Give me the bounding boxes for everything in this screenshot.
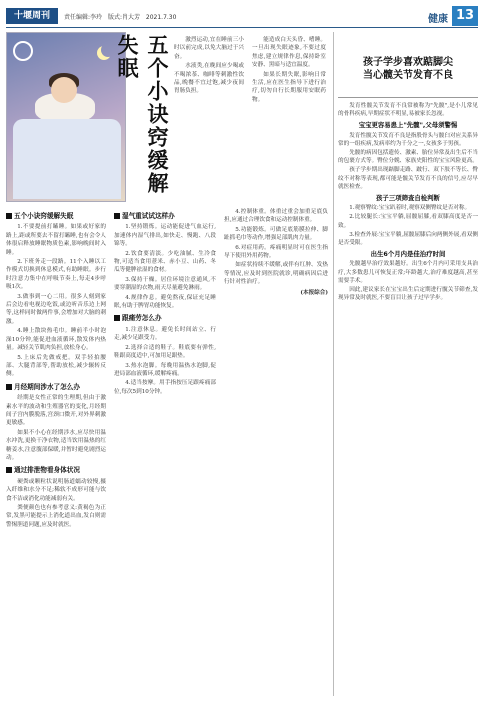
- paragraph: 如果长期失眠,影响日常生活,应在医生指导下进行治疗,切勿自行长期服用安眠药物。: [252, 71, 326, 103]
- paragraph: 3.检查外展:宝宝平躺,屈髋屈膝后向两侧外展,看双侧是否受限。: [338, 231, 478, 247]
- subheading-text: 通过排泄物看身体状况: [14, 466, 80, 475]
- paragraph: 2.比较腿长:宝宝平躺,屈髋屈膝,看双膝高度是否一致。: [338, 214, 478, 229]
- paragraph: 2.下班务走一段路。11个入睡以工作模式切换到休息模式,有助睡眠。步行时注意力集中在呼吸节奏上,每走4步呼吸1次。: [6, 259, 106, 291]
- square-bullet-icon: [6, 213, 12, 219]
- paragraph: 5.功能锻炼。可做足底筋膜拉伸、脚趾抓毛巾等动作,增强足部肌肉力量。: [224, 226, 328, 242]
- paragraph: 4.规律作息。避免熬夜,保证充足睡眠,有助于脾胃功能恢复。: [114, 294, 216, 310]
- paragraph: 孩子学步期出现踮脚走路、跛行、双下肢不等长、臀纹不对称等表现,都可能是髋关节发育不良的信号,应尽早就医检查。: [338, 167, 478, 190]
- subheading-text: 月经期间涉水了怎么办: [14, 382, 80, 391]
- clock-icon: [13, 41, 33, 61]
- subheading: 出生6个月内是佳治疗时间: [370, 250, 446, 259]
- subheading-text: 五个小诀窍缓解失眠: [14, 212, 74, 220]
- subheading: [6, 383, 106, 391]
- designer-credit: 版式:肖大芳: [107, 14, 140, 21]
- publication-brand: 十堰周刊: [6, 8, 58, 24]
- paragraph: 4.适当按摩。用手指按压足跟疼痛部位,每次5到10分钟。: [114, 380, 216, 395]
- issue-date: 2021.7.30: [145, 14, 177, 21]
- paragraph: 4.控制体重。体重过重会加重足底负担,应通过合理饮食和运动控制体重。: [224, 209, 328, 224]
- square-bullet-icon: [6, 467, 12, 473]
- subheading: 孩子三项筛查自检判断: [376, 194, 440, 203]
- square-bullet-icon: [114, 315, 120, 321]
- paragraph: 先髋越早治疗效果越好。出生6个月内可采用支具治疗,大多数患儿可恢复正常;年龄越大,治疗难度越高,甚至需要手术。: [338, 261, 478, 284]
- left-article: [6, 32, 328, 696]
- square-bullet-icon: [6, 384, 12, 390]
- article-column: [6, 208, 106, 696]
- subheading-text: 湿气重试试这样办: [122, 212, 175, 220]
- right-article: [338, 56, 478, 696]
- column-divider: [333, 32, 334, 696]
- subheading: [114, 314, 216, 322]
- paragraph: 如症状持续不缓解,或伴有红肿、发热等情况,应及时到医院就诊,明确病因后进行针对性治疗。: [224, 262, 328, 286]
- article-source: (本报综合): [300, 289, 328, 296]
- editor-credits: [64, 12, 180, 21]
- headline-line-2: 当心髋关节发育不良: [363, 70, 453, 81]
- paragraph: 1.观察臀纹:宝宝趴着时,观察双侧臀纹是否对称。: [349, 205, 471, 212]
- paragraph: 经期是女性正常的生理期,但由于激素水平的波动和生殖器官的变化,月经期间子宫内膜脱落,宫颈口微开,对外界刺激更敏感。: [6, 395, 106, 427]
- paragraph: 因此,建议家长在宝宝出生后定期进行髋关节筛查,发现异常及时就医,不要盲目让孩子过早学步。: [338, 287, 478, 302]
- headline-line-1: 孩子学步喜欢踮脚尖: [363, 57, 453, 68]
- paragraph: 1.不要提前打瞌睡。如果或好家的路上,距或所要去不留打瞌睡,也有会令人体很启释放睡眠物质色素,影响晚间时入睡。: [6, 224, 106, 256]
- paragraph: 能造成白天头昏、嗜睡。一旦出现失眠迹象,不要过度焦虑,建立规律作息,保持卧室安静、黑暗与适宜温度。: [252, 37, 326, 69]
- article-column: [252, 36, 326, 198]
- paragraph: 3.保持干燥。居住环境注意通风,不要穿潮湿的衣物,雨天尽量避免淋雨。: [114, 276, 216, 292]
- section-name: 健康: [428, 14, 448, 25]
- paragraph: 2.饮食要清淡。少吃油腻、生冷食物,可适当食用薏米、赤小豆、山药、冬瓜等健脾祛湿的食材。: [114, 250, 216, 274]
- subheading: [6, 466, 106, 474]
- article-column: [224, 208, 328, 696]
- paragraph: 粪便颜色也有参考意义:黄褐色为正常,发黑可能提示上消化道出血,发白则需警惕胆道问题,应及时就医。: [6, 505, 106, 528]
- subheading-text: 跟痛劳怎么办: [122, 314, 162, 323]
- subheading: 宝宝更容易患上"先髋",父母须警惕: [358, 121, 458, 130]
- sleeping-woman-illustration: [6, 32, 126, 202]
- page-number: 13: [452, 6, 478, 26]
- blanket-shape: [13, 119, 121, 199]
- paragraph: 1.坚持锻炼。运动能促进气血运行,加速体内湿气排出,如快走、慢跑、八段锦等。: [114, 224, 216, 248]
- subheading: [6, 212, 106, 220]
- editor-credit: 责任编辑:李玲: [64, 14, 103, 21]
- square-bullet-icon: [114, 213, 120, 219]
- paragraph: 3.做事到一心二用。很多人刻到家后会边看电视边吃饭,或边听音乐边上网等,这样同时做两件事,会增加对大脑的刺激。: [6, 293, 106, 325]
- paragraph: 激烈运动,宜在睡前三小时以前完成,以免大脑过于兴奋。: [174, 37, 244, 60]
- paragraph: 4.睡上散块热毛巾。睡前半小时泡澡10分钟,能促进血液循环,散发体内热量。减轻关节肌肉负担,放松身心。: [6, 328, 106, 352]
- subheading: [114, 212, 216, 220]
- article-column: [174, 36, 244, 198]
- paragraph: 发育性髋关节发育不良是指股骨头与髋臼对应关系异常的一组疾病,发病率约为千分之一,女孩多于男孩。: [338, 132, 478, 147]
- article-title: 五个小诀窍缓解失眠: [115, 34, 170, 195]
- paragraph: 发育性髋关节发育不良常被称为"先髋",是小儿常见的骨科疾病,早期症状不明显,易被家长忽视。: [338, 103, 478, 118]
- paragraph: 水液类,在晚间应少喝或不喝浓茶、咖啡等刺激性饮品,晚餐不宜过饱,减少夜间胃肠负担。: [174, 63, 244, 95]
- paragraph: 如果不小心在经期涉水,应尽快用温水冲洗,更换干净衣物,适当饮用温热的红糖姜水,注意腹部保暖,并暂时避免剧烈运动。: [6, 429, 106, 461]
- paragraph: 先髋的病因包括遗传、激素、胎位异常及出生后不当的包裹方式等。臀位分娩、家族史阳性的宝宝风险更高。: [338, 150, 478, 165]
- head-shape: [51, 77, 77, 103]
- article-headline: [338, 56, 478, 82]
- paragraph: 3.热水泡脚。每晚用温热水泡脚,促进局部血液循环,缓解疼痛。: [114, 362, 216, 377]
- page-masthead: [6, 6, 478, 28]
- paragraph: 1.注意休息。避免长时间站立、行走,减少足跟受力。: [114, 326, 216, 342]
- paragraph: 2.选择合适的鞋子。鞋底要有弹性,鞋跟高度适中,可加用足跟垫。: [114, 344, 216, 360]
- paragraph: 6.对症用药。疼痛明显时可在医生指导下使用外用药物。: [224, 244, 328, 260]
- article-column: [114, 208, 216, 696]
- article-column: [338, 92, 478, 696]
- headline-rule: [338, 97, 478, 98]
- paragraph: 硬粪或颗粒状说明肠道蠕动较慢,摄入纤维和水分不足;稀软不成形可能与饮食不洁或消化功能减弱有关。: [6, 478, 106, 502]
- paragraph: 5.上床后先做戒把。双手轻拍腰部、大腿背部等,帮助放松,减少辗转反侧。: [6, 354, 106, 378]
